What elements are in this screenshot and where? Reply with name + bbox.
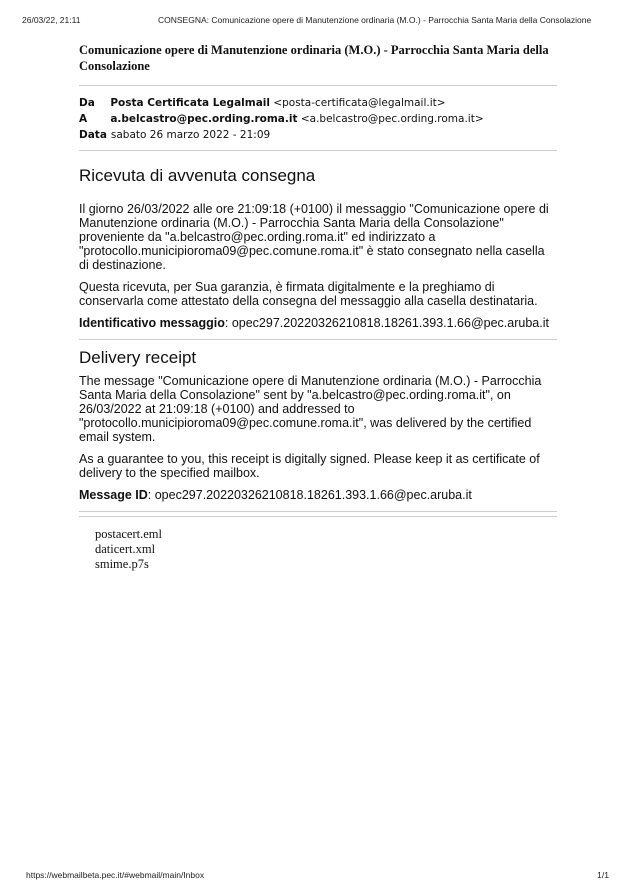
receipt-heading-it: Ricevuta di avvenuta consegna xyxy=(79,166,316,185)
attachment-item[interactable]: daticert.xml xyxy=(95,542,156,556)
meta-from xyxy=(79,95,557,111)
email-meta xyxy=(79,86,557,151)
receipt-heading-en: Delivery receipt xyxy=(79,348,197,367)
page-number: 1/1 xyxy=(597,870,609,880)
message-id-label-it: Identificativo messaggio xyxy=(79,316,225,330)
message-id-value-en: : opec297.20220326210818.18261.393.1.66@pec.aruba.it xyxy=(147,488,472,502)
attachments-divider xyxy=(79,511,557,517)
recipient-address: <a.belcastro@pec.ording.roma.it> xyxy=(300,113,484,125)
receipt-paragraph-en-1: The message "Comunicazione opere di Manutenzione ordinaria (M.O.) - Parrocchia Santa Maria della Consolazione" sent by "a.belcastro@pec.ording.roma.it", on 26/03/2022 at 21:09:18 (+0100) and addressed to "protocollo.municipioroma09@pec.comune.roma.it", was delivered by the certified email system. xyxy=(79,374,542,444)
message-id-value-it: : opec297.20220326210818.18261.393.1.66@pec.aruba.it xyxy=(224,316,549,330)
email-date: sabato 26 marzo 2022 - 21:09 xyxy=(110,129,271,141)
receipt-italian xyxy=(79,166,557,340)
attachment-item[interactable]: smime.p7s xyxy=(95,557,149,571)
message-id-it xyxy=(79,316,557,330)
print-title: CONSEGNA: Comunicazione opere di Manutenzione ordinaria (M.O.) - Parrocchia Santa Maria della Consolazione xyxy=(158,15,592,25)
receipt-paragraph-en-2: As a guarantee to you, this receipt is digitally signed. Please keep it as certificate of delivery to the specified mailbox. xyxy=(79,452,540,480)
receipt-paragraph-it-1: Il giorno 26/03/2022 alle ore 21:09:18 (+0100) il messaggio "Comunicazione opere di Manutenzione ordinaria (M.O.) - Parrocchia Santa Maria della Consolazione" proveniente da "a.belcastro@pec.ording.roma.it" ed indirizzato a "protocollo.municipioroma09@pec.comune.roma.it" è stato consegnato nella casella di destinazione. xyxy=(79,202,549,272)
sender-address: <posta-certificata@legalmail.it> xyxy=(273,97,446,109)
message-id-label-en: Message ID xyxy=(79,488,148,502)
receipt-english xyxy=(79,348,557,502)
email-content xyxy=(79,42,557,572)
print-date: 26/03/22, 21:11 xyxy=(22,15,81,25)
sender-name: Posta Certificata Legalmail xyxy=(110,97,270,109)
meta-from-key: Da xyxy=(79,97,95,109)
meta-to-key: A xyxy=(79,113,88,125)
meta-date-key: Data xyxy=(79,129,107,141)
attachment-item[interactable]: postacert.eml xyxy=(95,527,162,541)
meta-date xyxy=(79,127,557,143)
receipt-paragraph-it-2: Questa ricevuta, per Sua garanzia, è firmata digitalmente e la preghiamo di conservarla come attestato della consegna del messaggio alla casella destinataria. xyxy=(79,280,538,308)
recipient-name: a.belcastro@pec.ording.roma.it xyxy=(110,113,298,125)
attachment-list xyxy=(95,527,557,572)
print-url: https://webmailbeta.pec.it/#webmail/main/Inbox xyxy=(26,870,205,880)
meta-to xyxy=(79,111,557,127)
message-id-en xyxy=(79,488,557,502)
email-subject: Comunicazione opere di Manutenzione ordinaria (M.O.) - Parrocchia Santa Maria della Consolazione xyxy=(79,42,557,86)
